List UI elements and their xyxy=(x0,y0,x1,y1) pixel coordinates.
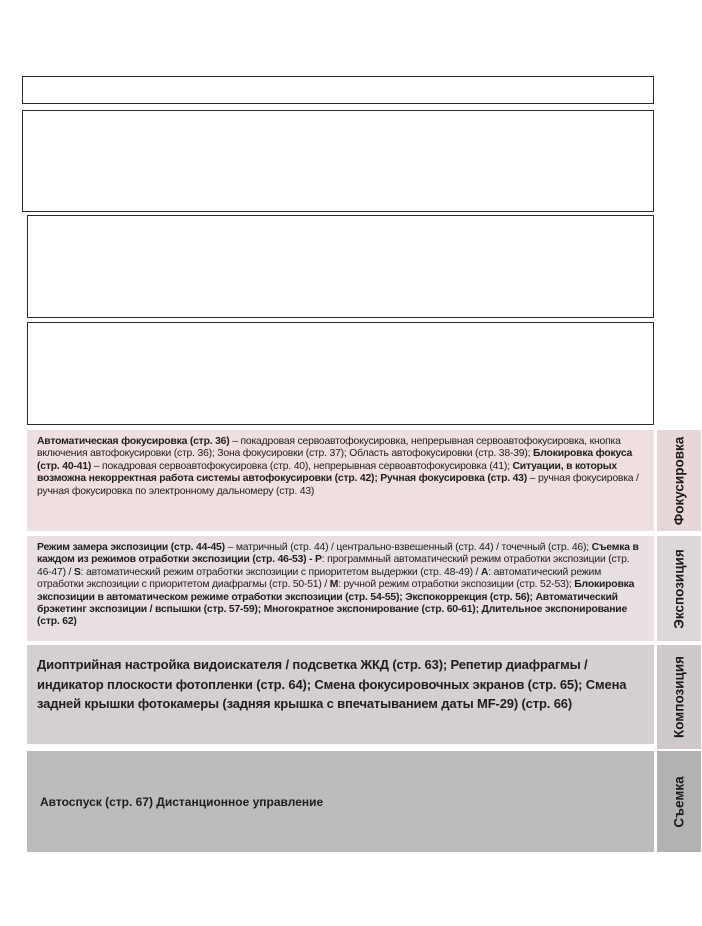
empty-box-4 xyxy=(27,322,654,425)
shooting-panel xyxy=(27,751,654,852)
focus-panel xyxy=(27,430,654,531)
tab-exposure-label: Экспозиция xyxy=(671,548,687,629)
tab-focus xyxy=(657,430,701,531)
exposure-lock-heading: Блокировка экспозиции в автоматическом режиме отработки экспозиции (стр. 54-55); Экспокоррекция (стр. 56); Автоматический брэкетинг экспозиции / вспышки (стр. 57-59); Многократное экспонирование (стр. 60-61); Длительное экспонирование (стр. 62) xyxy=(37,579,635,628)
composition-text xyxy=(37,655,644,714)
composition-heading: Диоптрийная настройка видоискателя / подсветка ЖКД (стр. 63); Репетир диафрагмы / индикатор плоскости фотопленки (стр. 64); Смена фокусировочных экранов (стр. 65); Смена задней крышки фотокамеры (задняя крышка с впечатыванием даты MF-29) (стр. 66) xyxy=(37,657,627,711)
tab-focus-label: Фокусировка xyxy=(671,436,687,525)
tab-composition-label: Композиция xyxy=(671,655,687,739)
tab-shooting-label: Съемка xyxy=(671,775,687,828)
focus-text-part: – покадровая сервоавтофокусировка, непрерывная сервоавтофокусировка, кнопка включения автофокусировки (стр. 36); Зона фокусировки (стр. 37); Область автофокусировки (стр. 38-39); xyxy=(37,436,621,460)
tab-shooting xyxy=(657,751,701,852)
exposure-text-part: : автоматический режим отработки экспозиции с приоритетом диафрагмы (стр. 50-51) / xyxy=(37,566,602,591)
exposure-text xyxy=(37,542,644,629)
empty-box-1 xyxy=(22,76,654,104)
exposure-modes-heading: Съемка в каждом из режимов отработки экспозиции (стр. 46-53) - P xyxy=(37,542,639,566)
exposure-text-part: : программный автоматический режим отработки экспозиции (стр. 46-47) / xyxy=(37,554,630,578)
exposure-heading: Режим замера экспозиции (стр. 44-45) xyxy=(37,542,225,553)
focus-lock-heading: Блокировка фокуса (стр. 40-41) xyxy=(37,448,633,472)
exposure-mode-m: M xyxy=(329,579,339,591)
empty-box-3 xyxy=(27,215,654,318)
exposure-text-part: : автоматический режим отработки экспозиции с приоритетом выдержки (стр. 48-49) / xyxy=(80,566,481,578)
exposure-text-part: : ручной режим отработки экспозиции (стр. 52-53); xyxy=(338,579,575,591)
focus-text-part: – ручная фокусировка / ручная фокусировка по электронному дальномеру (стр. 43) xyxy=(37,473,639,497)
empty-box-2 xyxy=(22,110,654,212)
focus-text-part: – покадровая сервоавтофокусировка (стр. 40), непрерывная сервоавтофокусировка (41); xyxy=(91,460,513,472)
composition-panel xyxy=(27,645,654,744)
focus-situations-heading: Ситуации, в которых возможна некорректная работа системы автофокусировки (стр. 42); Ручная фокусировка (стр. 43) xyxy=(37,460,617,485)
exposure-panel xyxy=(27,536,654,641)
focus-text xyxy=(37,436,644,498)
focus-heading: Автоматическая фокусировка (стр. 36) xyxy=(37,436,230,447)
tab-exposure xyxy=(657,536,701,641)
exposure-text-part: – матричный (стр. 44) / центрально-взвешенный (стр. 44) / точечный (стр. 46); xyxy=(224,542,592,553)
exposure-mode-s: S xyxy=(73,566,81,578)
shooting-text: Автоспуск (стр. 67) Дистанционное управление xyxy=(40,795,324,809)
tab-composition xyxy=(657,645,701,749)
exposure-mode-a: A xyxy=(480,566,489,578)
